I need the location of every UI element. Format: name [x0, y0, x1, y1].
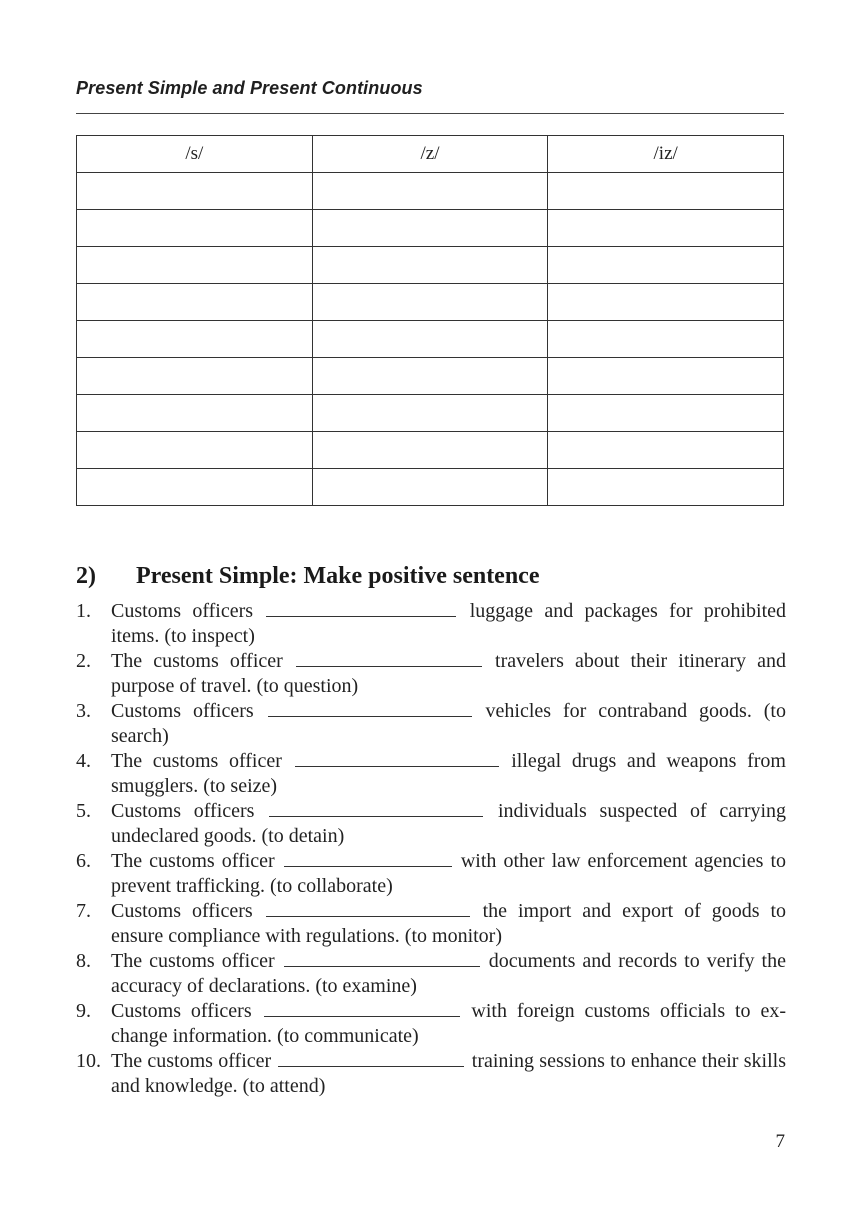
exercise-item: [76, 599, 786, 649]
exercise-continuation: individuals suspected of carrying undeclared goods. (to detain): [111, 800, 787, 847]
table-cell[interactable]: [77, 469, 313, 506]
exercise-number: 4.: [76, 750, 91, 772]
table-cell[interactable]: [77, 432, 313, 469]
table-row: [77, 210, 784, 247]
table-row: [77, 432, 784, 469]
table-cell[interactable]: [548, 210, 784, 247]
answer-blank[interactable]: [278, 1050, 464, 1067]
exercise-item: [76, 799, 786, 849]
section-title: Present Simple: Make positive sentence: [136, 563, 540, 589]
table-cell[interactable]: [77, 321, 313, 358]
header-divider: [76, 113, 784, 114]
answer-blank[interactable]: [268, 700, 472, 717]
exercise-number: 9.: [76, 1000, 91, 1022]
exercise-subject: Customs officers: [111, 700, 254, 722]
exercise-continuation: the import and export of goods to ensure compliance with regulations. (to monitor): [111, 900, 787, 947]
exercise-continuation: luggage and packages for prohibited items. (to inspect): [111, 600, 787, 647]
exercise-continuation: documents and records to verify the accuracy of declarations. (to examine): [111, 950, 786, 997]
answer-blank[interactable]: [266, 900, 470, 917]
table-cell[interactable]: [312, 395, 548, 432]
exercise-subject: The customs officer: [111, 950, 275, 972]
table-cell[interactable]: [548, 395, 784, 432]
table-cell[interactable]: [548, 358, 784, 395]
table-cell[interactable]: [548, 321, 784, 358]
table-cell[interactable]: [312, 469, 548, 506]
page-number: 7: [775, 1131, 785, 1152]
table-row: [77, 173, 784, 210]
table-cell[interactable]: [548, 247, 784, 284]
table-row: [77, 469, 784, 506]
exercise-continuation: illegal drugs and weapons from smugglers. (to seize): [111, 750, 786, 797]
table-cell[interactable]: [312, 432, 548, 469]
exercise-number: 2.: [76, 650, 91, 672]
exercise-continuation: training sessions to enhance their skills and knowledge. (to attend): [111, 1050, 786, 1097]
table-cell[interactable]: [77, 210, 313, 247]
table-cell[interactable]: [77, 358, 313, 395]
exercise-subject: Customs officers: [111, 800, 255, 822]
table-cell[interactable]: [77, 173, 313, 210]
exercise-subject: The customs officer: [111, 1050, 272, 1072]
table-row: [77, 321, 784, 358]
table-cell[interactable]: [312, 284, 548, 321]
column-header-iz: /iz/: [548, 136, 784, 173]
exercise-item: [76, 649, 786, 699]
exercise-continuation: travelers about their itinerary and purpose of travel. (to question): [111, 650, 786, 697]
answer-blank[interactable]: [296, 650, 482, 667]
column-header-z: /z/: [312, 136, 548, 173]
answer-blank[interactable]: [269, 800, 483, 817]
answer-blank[interactable]: [266, 600, 456, 617]
table-cell[interactable]: [548, 173, 784, 210]
exercise-subject: The customs officer: [111, 850, 275, 872]
section-number: 2): [76, 563, 96, 589]
table-cell[interactable]: [548, 432, 784, 469]
exercise-list: [76, 599, 786, 1099]
running-header: Present Simple and Present Continuous: [76, 78, 423, 98]
section-heading: [76, 563, 540, 590]
exercise-item: [76, 949, 786, 999]
exercise-continuation: vehicles for contraband goods. (to search): [111, 700, 786, 747]
answer-blank[interactable]: [264, 1000, 460, 1017]
exercise-subject: The customs officer: [111, 750, 282, 772]
exercise-subject: Customs officers: [111, 1000, 252, 1022]
exercise-continuation: with foreign customs officials to ex-change information. (to communicate): [111, 1000, 786, 1047]
column-header-s: /s/: [77, 136, 313, 173]
exercise-number: 3.: [76, 700, 91, 722]
table-cell[interactable]: [548, 284, 784, 321]
exercise-number: 5.: [76, 800, 91, 822]
exercise-continuation: with other law enforcement agencies to prevent trafficking. (to collaborate): [111, 850, 786, 897]
table-row: [77, 358, 784, 395]
sound-classification-table: [76, 135, 784, 506]
exercise-subject: Customs officers: [111, 900, 253, 922]
table-row: [77, 395, 784, 432]
table-cell[interactable]: [77, 284, 313, 321]
exercise-item: [76, 699, 786, 749]
table-cell[interactable]: [312, 321, 548, 358]
exercise-number: 7.: [76, 900, 91, 922]
exercise-item: [76, 749, 786, 799]
table-body: [77, 173, 784, 506]
exercise-number: 8.: [76, 950, 91, 972]
table-row: [77, 284, 784, 321]
exercise-number: 10.: [76, 1050, 101, 1072]
answer-blank[interactable]: [295, 750, 499, 767]
table-cell[interactable]: [312, 358, 548, 395]
exercise-number: 6.: [76, 850, 91, 872]
answer-blank[interactable]: [284, 850, 452, 867]
table-cell[interactable]: [312, 210, 548, 247]
exercise-item: [76, 849, 786, 899]
exercise-subject: The customs officer: [111, 650, 283, 672]
table-header-row: [77, 136, 784, 173]
exercise-subject: Customs officers: [111, 600, 254, 622]
table-row: [77, 247, 784, 284]
table-cell[interactable]: [77, 395, 313, 432]
table-cell[interactable]: [312, 173, 548, 210]
exercise-item: [76, 999, 786, 1049]
table-cell[interactable]: [312, 247, 548, 284]
answer-blank[interactable]: [284, 950, 480, 967]
exercise-number: 1.: [76, 600, 91, 622]
exercise-item: [76, 1049, 786, 1099]
table-cell[interactable]: [548, 469, 784, 506]
exercise-item: [76, 899, 786, 949]
table-cell[interactable]: [77, 247, 313, 284]
